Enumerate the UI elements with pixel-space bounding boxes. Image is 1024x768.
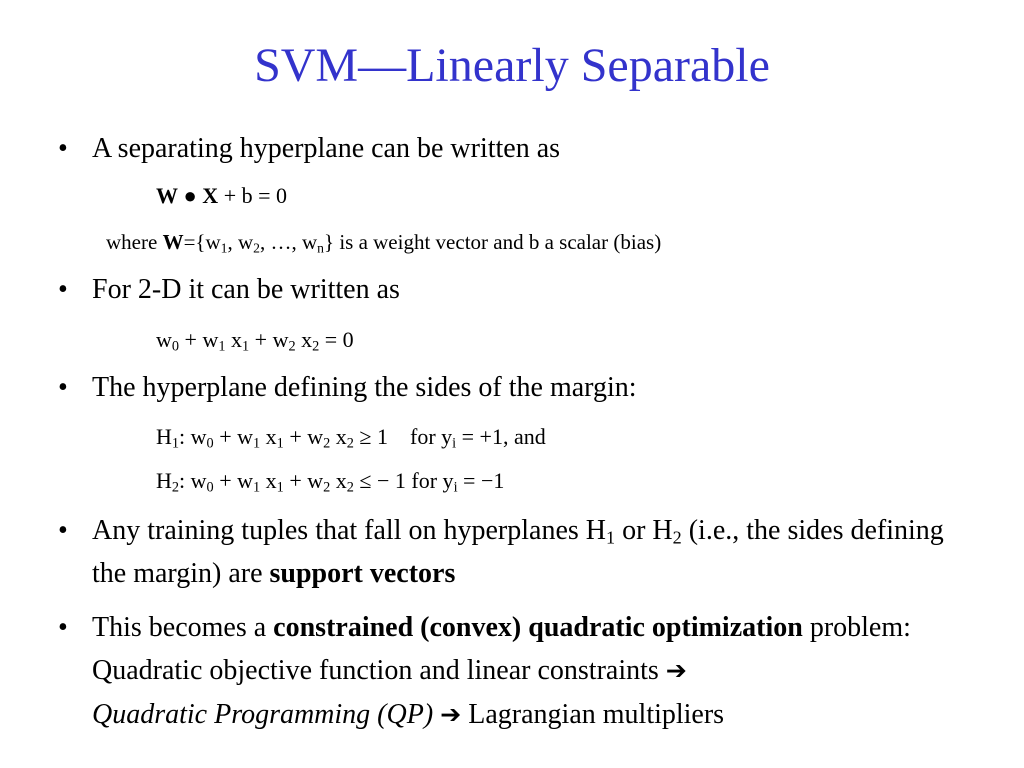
bullet-icon: • (58, 372, 68, 403)
equation-h2: $H_2$: $w_0 + w_1$ $x_1 + w_2$ $x_2$ ≤ − 1 for $y_i = -1$ (156, 468, 505, 496)
bullet-icon: • (58, 133, 68, 164)
bullet-text: Any training tuples that fall on hyperplanes $H_1$ or $H_2$ (i.e., the sides defining the margin) are support vectors (92, 515, 944, 590)
bullet-icon: • (58, 515, 68, 546)
bullet-text: This becomes a constrained (convex) quadratic optimization problem: Quadratic objective function and linear constraints ➔ Quadratic Programming (QP) ➔ Lagrangian multipliers (92, 612, 911, 730)
equation-h1: $H_1$: $w_0 + w_1$ $x_1 + w_2$ $x_2 \ge 1$ for $y_i = +1$, and (156, 424, 546, 452)
support-vectors-term: support vectors (269, 558, 456, 590)
bullet-icon: • (58, 274, 68, 305)
bullet-text: The hyperplane defining the sides of the margin: (92, 372, 637, 403)
where-definition: where $W=\{w_1$, $w_2$, …, $w_n$} is a weight vector and b a scalar (bias) (106, 230, 662, 256)
equation-hyperplane: W ● X + b = 0 (156, 183, 288, 208)
bullet-icon: • (58, 612, 68, 643)
qp-italic-term: Quadratic Programming (QP) (92, 698, 434, 730)
bullet-text: For 2-D it can be written as (92, 274, 400, 305)
slide-title: SVM—Linearly Separable (254, 39, 770, 92)
equation-2d: $w_0 + w_1$ $x_1 + w_2$ $x_2 = 0$ (156, 327, 354, 355)
right-arrow-icon: ➔ (440, 699, 462, 729)
qp-term: constrained (convex) quadratic optimization (273, 612, 803, 643)
bullet-text: A separating hyperplane can be written as (92, 133, 561, 164)
right-arrow-icon: ➔ (665, 656, 687, 686)
